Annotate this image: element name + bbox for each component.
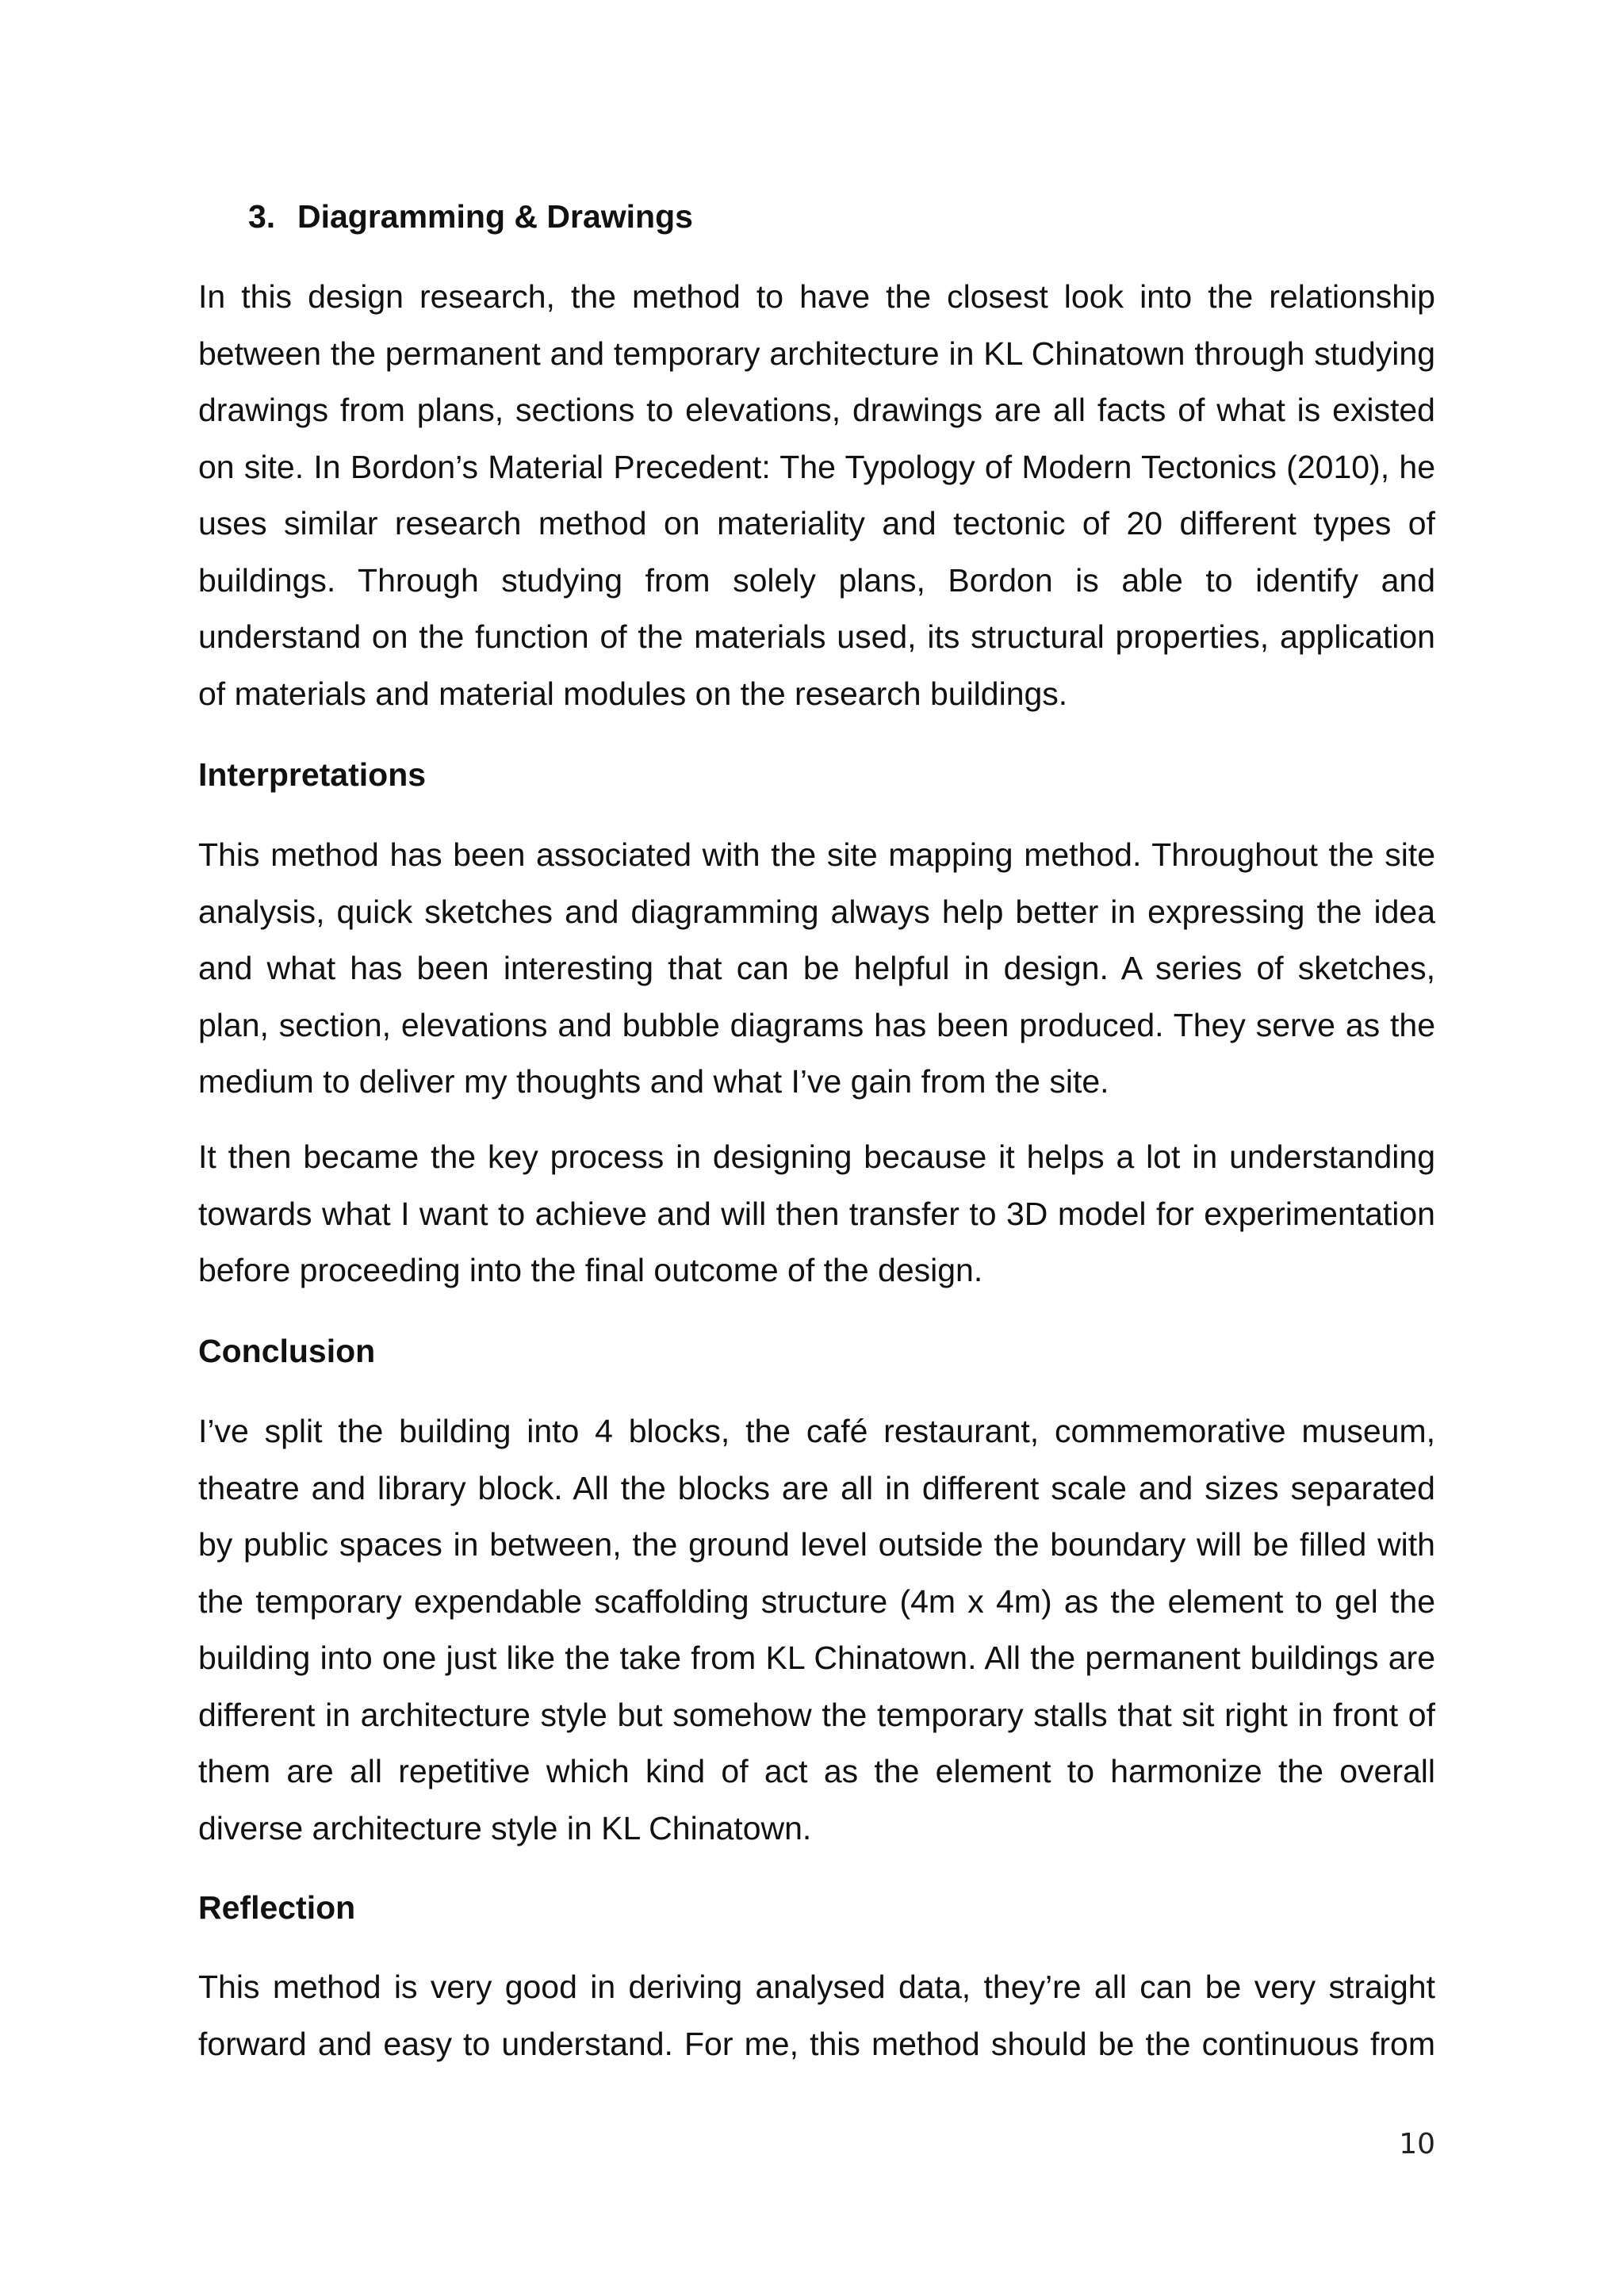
- interpretations-paragraph-1: This method has been associated with the site mapping method. Throughout the site analysis, quick sketches and diagramming always help better in expressing the idea and what has been interesting that can be helpful in design. A series of sketches, plan, section, elevations and bubble diagrams has been produced. They serve as the medium to deliver my thoughts and what I’ve gain from the site.: [198, 836, 1435, 1100]
- reflection-paragraph: This method is very good in deriving analysed data, they’re all can be very straight forward and easy to understand. For me, this method should be the continuous from: [198, 1969, 1435, 2062]
- section-number: 3.: [248, 198, 276, 235]
- page-number: 10: [1399, 2128, 1435, 2160]
- section-title: Diagramming & Drawings: [297, 198, 693, 235]
- interpretations-heading: Interpretations: [198, 756, 427, 793]
- section-paragraph: In this design research, the method to have the closest look into the relationship between the permanent and temporary architecture in KL Chinatown through studying drawings from plans, sections to elevations, drawings are all facts of what is existed on site. In Bordon’s Material Precedent: The Typology of Modern Tectonics (2010), he uses similar research method on materiality and tectonic of 20 different types of buildings. Through studying from solely plans, Bordon is able to identify and understand on the function of the materials used, its structural properties, application of materials and material modules on the research buildings.: [198, 278, 1435, 712]
- interpretations-paragraph-2: It then became the key process in designing because it helps a lot in understanding towards what I want to achieve and will then transfer to 3D model for experimentation before proceeding into the final outcome of the design.: [198, 1138, 1435, 1288]
- conclusion-paragraph: I’ve split the building into 4 blocks, the café restaurant, commemorative museum, theatre and library block. All the blocks are all in different scale and sizes separated by public spaces in between, the ground level outside the boundary will be filled with the temporary expendable scaffolding structure (4m x 4m) as the element to gel the building into one just like the take from KL Chinatown. All the permanent buildings are different in architecture style but somehow the temporary stalls that sit right in front of them are all repetitive which kind of act as the element to harmonize the overall diverse architecture style in KL Chinatown.: [198, 1413, 1435, 1846]
- conclusion-heading: Conclusion: [198, 1333, 376, 1369]
- section-heading: [248, 197, 693, 236]
- reflection-heading: Reflection: [198, 1889, 356, 1926]
